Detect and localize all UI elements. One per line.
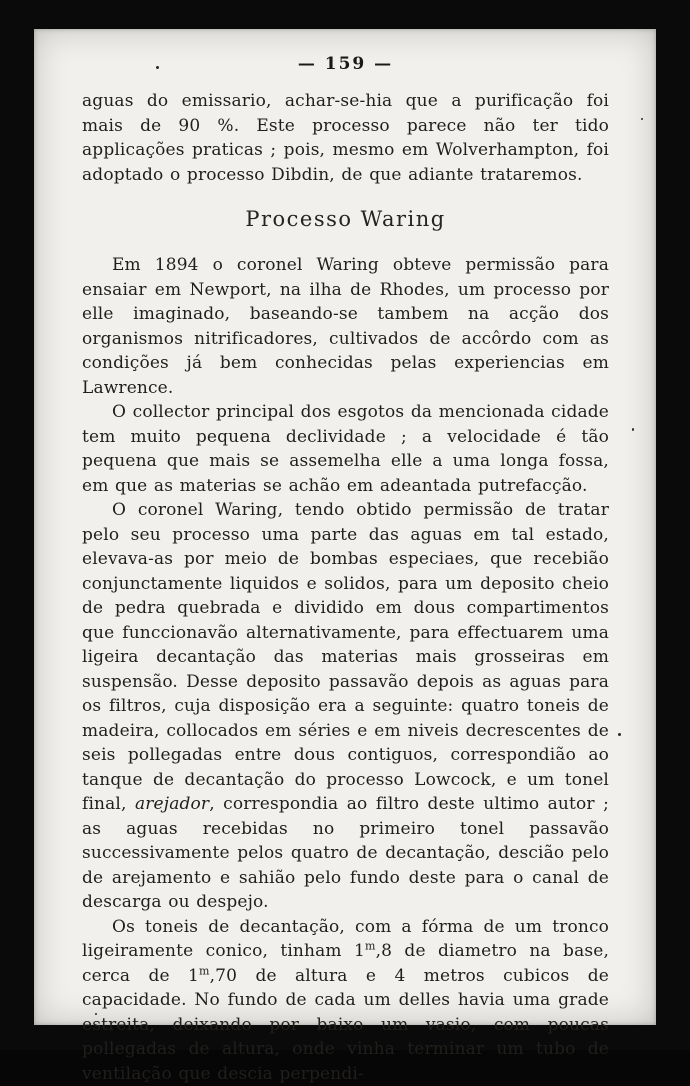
paragraph-text-segment: , correspondia ao filtro deste ultimo autor ; as aguas recebidas no primeiro tonel passavão successivamente pelos quatro de decantação, descião pelo de arejamento e sahião pelo fundo deste para o canal de descarga ou despejo. (82, 794, 609, 912)
paragraph-text-segment: ,70 de altura e 4 metros cubicos de capacidade. No fundo de cada um delles havia uma grade estreita, deixando por baixo um vasio, com poucas pollegadas de altura, onde vinha terminar um tubo de ventilação que descia perpendi- (82, 966, 609, 1084)
paragraph-text-segment: O coronel Waring, tendo obtido permissão de tratar pelo seu processo uma parte das aguas em tal estado, elevava-as por meio de bombas especiaes, que recebião conjunctamente liquidos e solidos, para um deposito cheio de pedra quebrada e dividido em dous compartimentos que funccionavão alternativamente, para effectuarem uma ligeira decantação das materias mais grosseiras em suspensão. Desse deposito passavão depois as aguas para os filtros, cuja disposição era a seguinte: quatro toneis de madeira, collocados em séries e em niveis decrescentes de seis pollegadas entre dous contiguos, correspondião ao tanque de decantação do processo Lowcock, e um tonel final, (82, 500, 609, 814)
scan-speck (618, 733, 621, 736)
paragraph-collector: O collector principal dos esgotos da mencionada cidade tem muito pequena declividade ; a velocidade é tão pequena que mais se assemelha elle a uma longa fossa, em que as materias se achão em adeantada putrefacção. (82, 400, 609, 498)
scan-speck (156, 66, 159, 69)
page-number: — 159 — (82, 54, 609, 74)
paragraph-waring-intro: Em 1894 o coronel Waring obteve permissão para ensaiar em Newport, na ilha de Rhodes, um processo por elle imaginado, baseando-se tambem na acção dos organismos nitrificadores, cultivados de accôrdo com as condições já bem conhecidas pelas experiencias em Lawrence. (82, 253, 609, 400)
superscript-meter: m (365, 939, 376, 952)
superscript-meter: m (199, 964, 210, 977)
section-heading: Processo Waring (82, 207, 609, 231)
paragraph-text-segment: Os toneis de decantação, com a fórma de um tronco ligeiramente conico, tinham 1 (82, 917, 609, 962)
paragraph-process-description (82, 498, 609, 915)
scan-speck (632, 428, 634, 431)
paragraph-text-segment: ,8 de diametro na base, cerca de 1 (82, 941, 609, 986)
book-page (34, 29, 656, 1025)
scan-speck (641, 118, 643, 120)
italic-term: arejador (135, 794, 209, 814)
scan-speck (95, 1013, 97, 1015)
paragraph-barrel-dimensions (82, 915, 609, 1086)
paragraph-continuation: aguas do emissario, achar-se-hia que a purificação foi mais de 90 %. Este processo parece não ter tido applicações praticas ; pois, mesmo em Wolverhampton, foi adoptado o processo Dibdin, de que adiante trataremos. (82, 89, 609, 187)
